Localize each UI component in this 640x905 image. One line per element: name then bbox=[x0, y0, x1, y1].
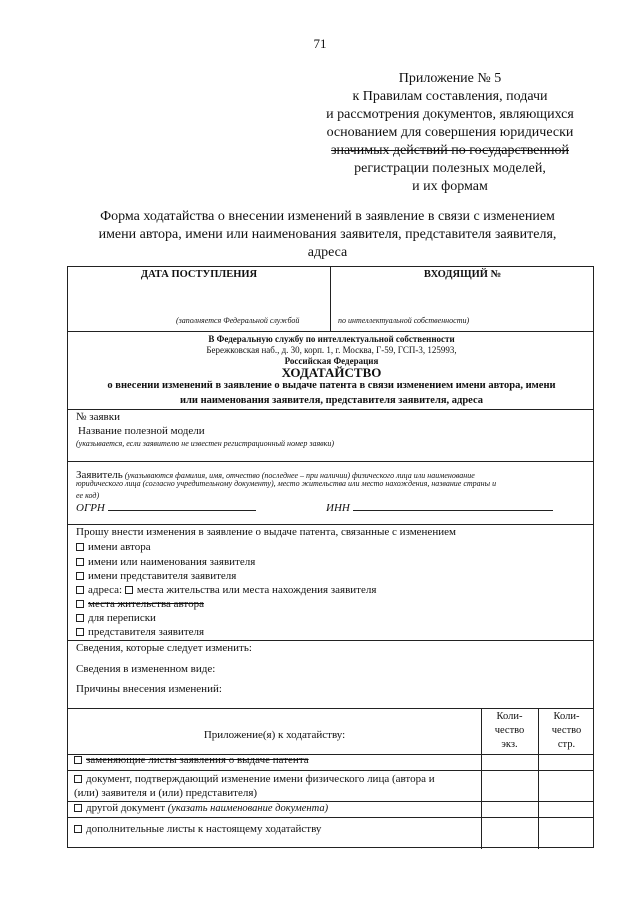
pages-column-header: Коли- чество стр. bbox=[551, 711, 582, 750]
form-title-line: Форма ходатайства о внесении изменений в заявление в связи с изменением bbox=[100, 209, 555, 224]
page-number: 71 bbox=[313, 36, 327, 51]
option-representative[interactable]: представителя заявителя bbox=[76, 626, 204, 638]
option-author-name[interactable]: имени автора bbox=[76, 541, 151, 553]
ogrn-label: ОГРН bbox=[76, 502, 105, 514]
checkbox[interactable] bbox=[74, 804, 82, 812]
receipt-note-left: (заполняется Федеральной службой bbox=[176, 316, 300, 325]
addressee-line: В Федеральную службу по интеллектуальной собственности bbox=[208, 334, 455, 344]
divider bbox=[68, 770, 593, 771]
attachment-additional-sheets[interactable]: дополнительные листы к настоящему ходатайству bbox=[74, 823, 321, 835]
appendix-line: регистрации полезных моделей, bbox=[354, 161, 546, 176]
option-author-residence[interactable]: места жительства автора bbox=[76, 598, 204, 610]
checkbox[interactable] bbox=[76, 586, 84, 594]
divider bbox=[68, 524, 593, 525]
attachment-other-document[interactable]: другой документ (указать наименование документа) bbox=[74, 802, 328, 814]
checkbox[interactable] bbox=[76, 628, 84, 636]
appendix-line: и их формам bbox=[412, 179, 488, 194]
appendix-line: и рассмотрения документов, являющихся bbox=[326, 107, 574, 122]
divider bbox=[68, 461, 593, 462]
application-note: (указывается, если заявителю не известен регистрационный номер заявки) bbox=[76, 439, 335, 448]
attachments-header: Приложение(я) к ходатайству: bbox=[203, 729, 346, 741]
divider bbox=[68, 640, 593, 641]
checkbox[interactable] bbox=[74, 756, 82, 764]
form-title bbox=[70, 208, 585, 262]
checkbox[interactable] bbox=[76, 600, 84, 608]
petition-subtitle: или наименования заявителя, представителя заявителя, адреса bbox=[179, 395, 484, 406]
other-document-note: (указать наименование документа) bbox=[167, 803, 329, 814]
checkbox[interactable] bbox=[76, 558, 84, 566]
appendix-line: значимых действий по государственной bbox=[331, 143, 569, 158]
receipt-note-right: по интеллектуальной собственности) bbox=[338, 316, 470, 325]
form-title-line: имени автора, имени или наименования заявителя, представителя заявителя, bbox=[98, 227, 557, 242]
appendix-header bbox=[300, 70, 600, 196]
ogrn-input-line[interactable] bbox=[108, 502, 256, 511]
option-representative-name[interactable]: имени представителя заявителя bbox=[76, 570, 236, 582]
checkbox[interactable] bbox=[76, 543, 84, 551]
applicant-label: Заявитель bbox=[76, 469, 123, 481]
appendix-line: к Правилам составления, подачи bbox=[352, 89, 548, 104]
changes-reasons-label[interactable]: Причины внесения изменений: bbox=[76, 683, 222, 695]
applicant-note: (указываются фамилия, имя, отчество (последнее – при наличии) физического лица или наименование bbox=[122, 471, 475, 480]
inn-input-line[interactable] bbox=[353, 502, 553, 511]
date-received-label: ДАТА ПОСТУПЛЕНИЯ bbox=[140, 269, 258, 280]
checkbox[interactable] bbox=[76, 572, 84, 580]
petition-subtitle: о внесении изменений в заявление о выдаче патента в связи изменением имени автора, имени bbox=[107, 380, 556, 391]
inn-field[interactable] bbox=[326, 502, 553, 514]
changes-new-label[interactable]: Сведения в измененном виде: bbox=[76, 663, 216, 675]
ogrn-field[interactable] bbox=[76, 502, 256, 514]
incoming-number-label: ВХОДЯЩИЙ № bbox=[423, 269, 502, 280]
changes-what-label[interactable]: Сведения, которые следует изменить: bbox=[76, 642, 252, 654]
request-intro: Прошу внести изменения в заявление о выдаче патента, связанные с изменением bbox=[76, 526, 456, 538]
option-correspondence[interactable]: для переписки bbox=[76, 612, 156, 624]
appendix-line: основанием для совершения юридически bbox=[326, 125, 574, 140]
petition-form bbox=[67, 266, 594, 848]
checkbox[interactable] bbox=[76, 614, 84, 622]
divider bbox=[68, 409, 593, 410]
addressee-address: Бережковская наб., д. 30, корп. 1, г. Москва, Г-59, ГСП-3, 125993, bbox=[206, 345, 457, 355]
form-title-line: адреса bbox=[307, 245, 348, 260]
attachment-name-change-document[interactable]: документ, подтверждающий изменение имени физического лица (автора и bbox=[74, 773, 435, 785]
option-address[interactable]: адреса: места жительства или места нахождения заявителя bbox=[76, 584, 376, 596]
applicant-note: ее код) bbox=[76, 491, 100, 500]
checkbox[interactable] bbox=[125, 586, 133, 594]
attachment-replacement-sheets[interactable]: заменяющие листы заявления о выдаче патента bbox=[74, 754, 309, 766]
appendix-line: Приложение № 5 bbox=[398, 71, 502, 86]
copies-column-header: Коли- чество экз. bbox=[494, 711, 525, 750]
divider bbox=[68, 331, 593, 332]
attachment-name-change-document-cont: (или) заявителя и (или) представителя) bbox=[74, 787, 258, 799]
inn-label: ИНН bbox=[326, 502, 350, 514]
addressee-country: Российская Федерация bbox=[284, 356, 379, 366]
checkbox[interactable] bbox=[74, 825, 82, 833]
divider bbox=[68, 817, 593, 818]
utility-model-name-label[interactable]: Название полезной модели bbox=[78, 425, 205, 437]
petition-title: ХОДАТАЙСТВО bbox=[281, 365, 382, 380]
divider bbox=[68, 708, 593, 709]
applicant-note: юридического лица (согласно учредительному документу), место жительства или место нахождения, название страны и bbox=[76, 479, 497, 488]
application-number-label[interactable]: № заявки bbox=[76, 411, 120, 423]
option-applicant-name[interactable]: имени или наименования заявителя bbox=[76, 556, 255, 568]
option-applicant-address: места жительства или места нахождения заявителя bbox=[136, 584, 377, 596]
checkbox[interactable] bbox=[74, 775, 82, 783]
